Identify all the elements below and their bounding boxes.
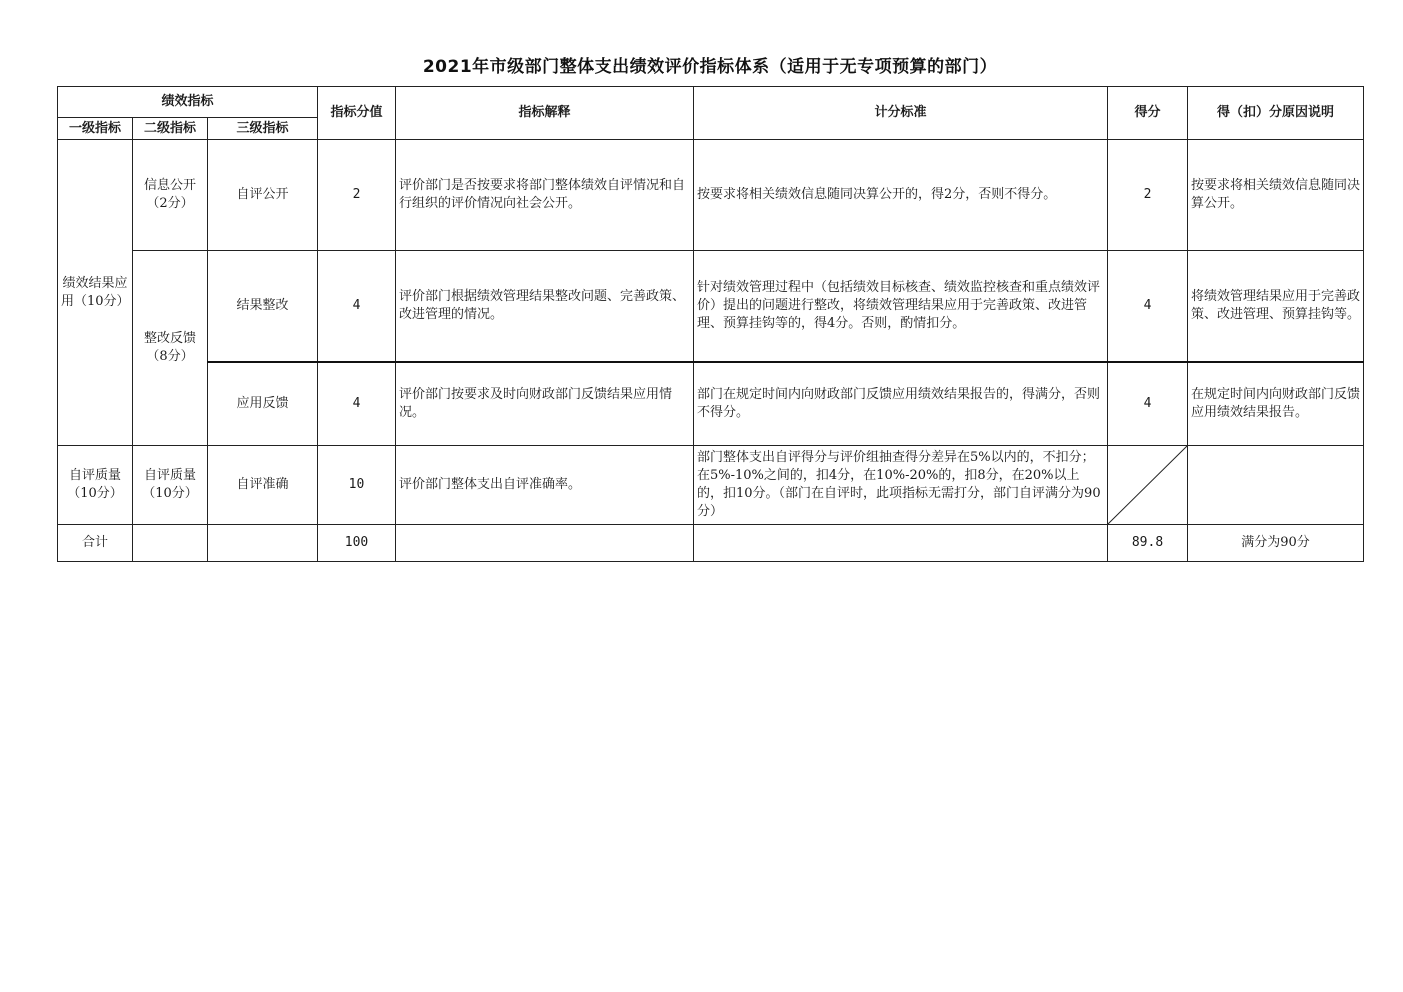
level3-cell: 应用反馈 [208,362,318,446]
empty-cell [208,525,318,562]
group-self-quality-l2: 自评质量（10分） [133,446,208,525]
reason-cell: 将绩效管理结果应用于完善政策、改进管理、预算挂钩等。 [1188,251,1364,362]
empty-cell [133,525,208,562]
empty-cell [694,525,1108,562]
score-cell: 4 [1108,362,1188,446]
table-row [58,446,1364,525]
value-cell: 2 [318,140,396,251]
standard-cell: 针对绩效管理过程中（包括绩效目标核查、绩效监控核查和重点绩效评价）提出的问题进行整改，将绩效管理结果应用于完善政策、改进管理、预算挂钩等的，得4分。否则，酌情扣分。 [694,251,1108,362]
group-info-disclosure: 信息公开（2分） [133,140,208,251]
empty-cell [396,525,694,562]
group-rectify-feedback: 整改反馈（8分） [133,251,208,446]
header-score-value: 指标分值 [318,87,396,140]
header-level2: 二级指标 [133,118,208,140]
reason-cell: 按要求将相关绩效信息随同决算公开。 [1188,140,1364,251]
total-label: 合计 [58,525,133,562]
header-standard: 计分标准 [694,87,1108,140]
indicator-table [57,86,1364,562]
header-level3: 三级指标 [208,118,318,140]
level3-cell: 自评准确 [208,446,318,525]
explanation-cell: 评价部门整体支出自评准确率。 [396,446,694,525]
value-cell: 4 [318,251,396,362]
value-cell: 10 [318,446,396,525]
standard-cell: 部门整体支出自评得分与评价组抽查得分差异在5%以内的，不扣分；在5%-10%之间的，扣4分，在10%-20%的，扣8分，在20%以上的，扣10分。（部门在自评时，此项指标无需打分，部门自评满分为90分） [694,446,1108,525]
standard-cell: 部门在规定时间内向财政部门反馈应用绩效结果报告的，得满分，否则不得分。 [694,362,1108,446]
score-cell-empty [1108,446,1188,525]
header-reason: 得（扣）分原因说明 [1188,87,1364,140]
header-row-1 [58,87,1364,118]
explanation-cell: 评价部门根据绩效管理结果整改问题、完善政策、改进管理的情况。 [396,251,694,362]
explanation-cell: 评价部门是否按要求将部门整体绩效自评情况和自行组织的评价情况向社会公开。 [396,140,694,251]
table-row [58,362,1364,446]
standard-cell: 按要求将相关绩效信息随同决算公开的，得2分，否则不得分。 [694,140,1108,251]
header-score: 得分 [1108,87,1188,140]
total-note: 满分为90分 [1188,525,1364,562]
group-self-quality-l1: 自评质量（10分） [58,446,133,525]
value-cell: 4 [318,362,396,446]
total-score: 89.8 [1108,525,1188,562]
total-value: 100 [318,525,396,562]
header-explanation: 指标解释 [396,87,694,140]
score-cell: 4 [1108,251,1188,362]
reason-cell: 在规定时间内向财政部门反馈应用绩效结果报告。 [1188,362,1364,446]
level3-cell: 结果整改 [208,251,318,362]
explanation-cell: 评价部门按要求及时向财政部门反馈结果应用情况。 [396,362,694,446]
total-row [58,525,1364,562]
table-row [58,251,1364,362]
header-level1: 一级指标 [58,118,133,140]
level3-cell: 自评公开 [208,140,318,251]
group-result-application: 绩效结果应用（10分） [58,140,133,446]
table-row [58,140,1364,251]
diagonal-slash [1108,446,1187,524]
page-title: 2021年市级部门整体支出绩效评价指标体系（适用于无专项预算的部门） [422,57,998,77]
score-cell: 2 [1108,140,1188,251]
reason-cell [1188,446,1364,525]
header-indicator-group: 绩效指标 [58,87,318,118]
